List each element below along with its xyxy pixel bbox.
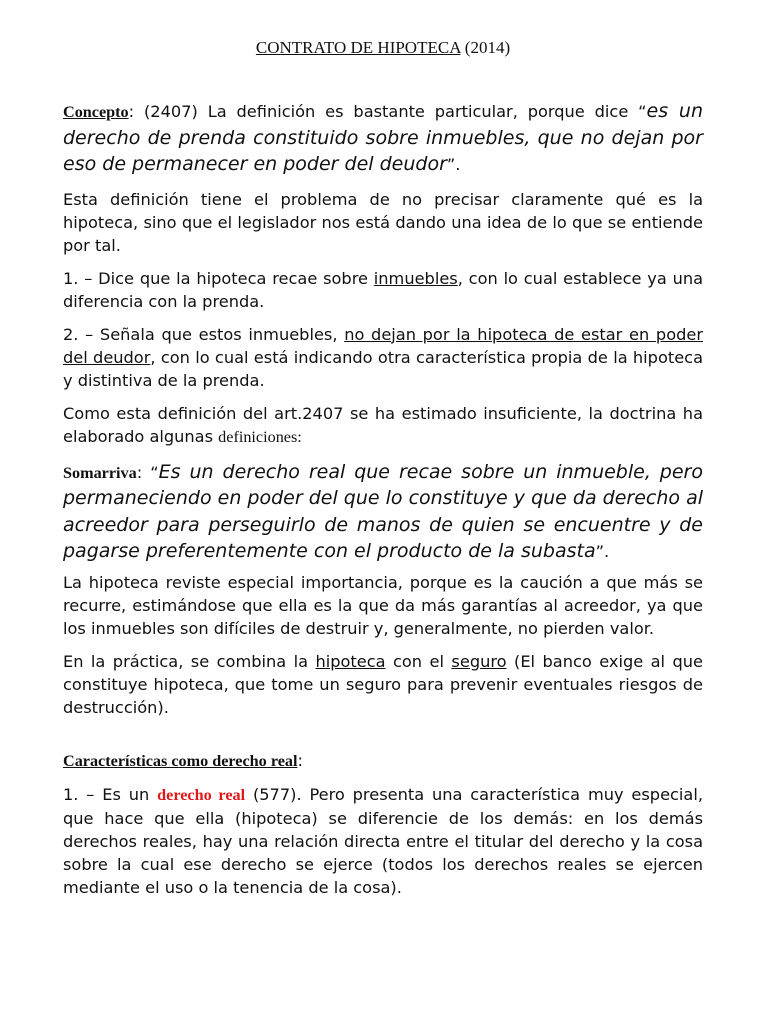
paragraph-como: [63, 402, 703, 449]
dos-text-b: , con lo cual está indicando otra característica propia de la hipoteca y distintiva de la prenda.: [63, 347, 703, 390]
paragraph-concepto: [63, 98, 703, 178]
paragraph-uno: [63, 267, 703, 313]
paragraph-problema: Esta definición tiene el problema de no precisar claramente qué es la hipoteca, sino que el legislador nos está dando una idea de lo que se entiende por tal.: [63, 189, 703, 255]
section-heading: [63, 749, 703, 773]
title-main: CONTRATO DE HIPOTECA: [255, 38, 461, 57]
paragraph-importancia: La hipoteca reviste especial importancia, porque es la caución a que más se recurre, estimándose que ella es la que da más garantías al acreedor, ya que los inmuebles son difíciles de destruir y, generalmente, no pierden valor.: [63, 572, 703, 638]
paragraph-caracteristica-uno: [63, 783, 703, 899]
paragraph-dos: [63, 323, 703, 392]
somarriva-end: ”.: [595, 542, 610, 561]
paragraph-practica: [63, 650, 703, 719]
practica-text-c: (El banco exige al que constituye hipoteca, que tome un seguro para prevenir eventuales riesgos de destrucción).: [63, 651, 703, 717]
uno-text-b: , con lo cual establece ya una diferencia con la prenda.: [63, 268, 704, 311]
como-text-a: Como esta definición del art.2407 se ha estimado insuficiente, la doctrina ha elaborado algunas: [63, 403, 703, 446]
concepto-end: ”.: [446, 155, 461, 174]
document-page: [63, 36, 703, 909]
section-heading-colon: :: [297, 750, 303, 770]
caract-uno-text-b: (577). Pero presenta una característica muy especial, que hace que ella (hipoteca) se diferencie de los demás: en los demás derechos reales, hay una relación directa entre el titular del derecho y la cosa sobre la cual ese derecho se ejerce (todos los derechos reales se ejercen mediante el uso o la tenencia de la cosa).: [63, 784, 703, 897]
concepto-label: Concepto: [63, 103, 129, 121]
section-heading-label: Características como derecho real: [63, 751, 298, 770]
somarriva-label: Somarriva: [63, 463, 137, 482]
dos-underlined: no dejan por la hipoteca de estar en poder del deudor: [63, 324, 703, 367]
dos-text-a: 2. – Señala que estos inmuebles,: [63, 324, 345, 344]
document-title: [63, 36, 703, 59]
practica-text-b: con el: [385, 651, 452, 671]
uno-text-a: 1. – Dice que la hipoteca recae sobre: [63, 268, 374, 288]
concepto-text: : (2407) La definición es bastante particular, porque dice “: [128, 102, 647, 121]
paragraph-somarriva: [63, 459, 703, 565]
somarriva-text: : “: [136, 462, 159, 482]
title-year: (2014): [460, 38, 511, 57]
concepto-quote: es un derecho de prenda constituido sobre inmuebles, que no dejan por eso de permanecer en poder del deudor: [63, 100, 703, 175]
derecho-real-highlight: derecho real: [157, 785, 246, 804]
practica-text-a: En la práctica, se combina la: [63, 651, 316, 671]
caract-uno-text-a: 1. – Es un: [63, 784, 158, 804]
practica-hipoteca: hipoteca: [315, 651, 386, 671]
como-text-b: definiciones:: [218, 427, 302, 446]
practica-seguro: seguro: [451, 651, 507, 671]
uno-underlined: inmuebles: [373, 268, 458, 288]
somarriva-quote: Es un derecho real que recae sobre un inmueble, pero permaneciendo en poder del que lo constituye y que da derecho al acreedor para perseguirlo de manos de quien se encuentre y de pagarse preferentemente con el producto de la subasta: [63, 460, 703, 562]
